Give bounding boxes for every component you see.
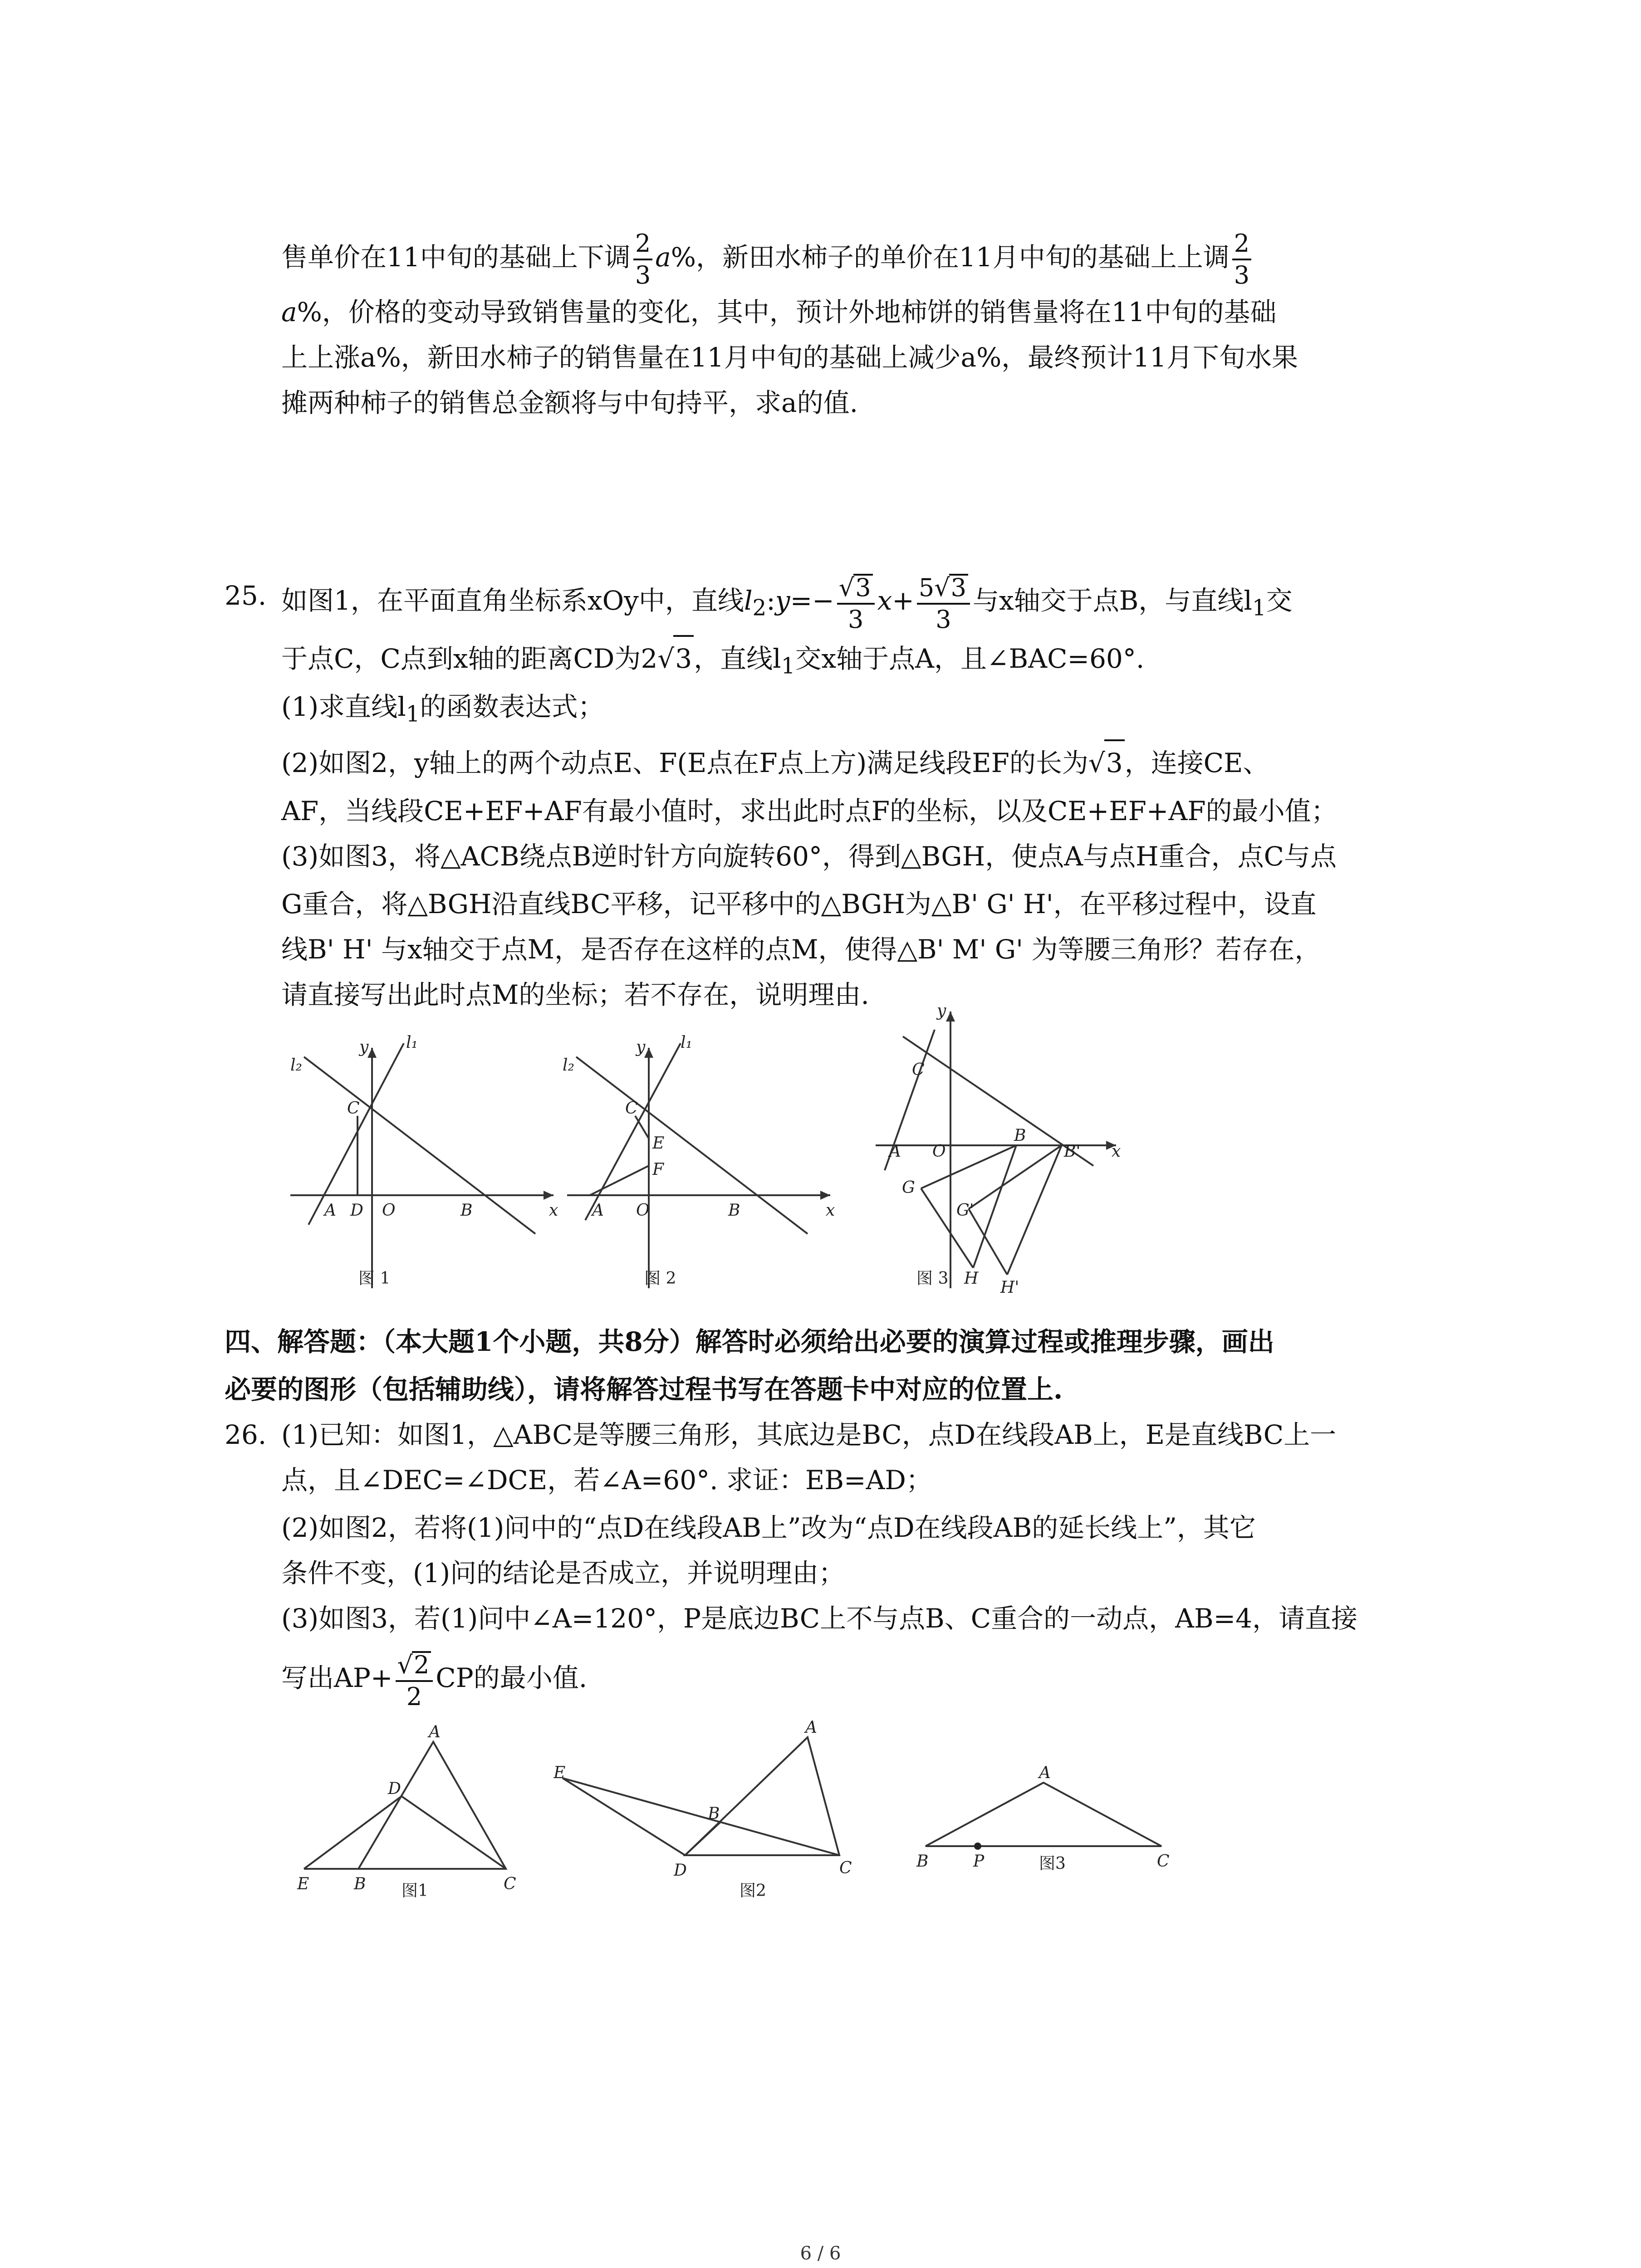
q25-figure-3: [871, 1002, 1125, 1311]
q25-part-3c: 线B' H' 与x轴交于点M，是否存在这样的点M，使得△B' M' G' 为等腰三角形？若存在，: [281, 934, 1321, 965]
q25-part-3d: 请直接写出此时点M的坐标；若不存在，说明理由.: [281, 979, 869, 1010]
label-l1: l₁: [681, 1033, 692, 1052]
q26-part-2b: 条件不变，(1)问的结论是否成立，并说明理由；: [281, 1558, 845, 1589]
q25-part-3a: (3)如图3，将△ACB绕点B逆时针方向旋转60°，得到△BGH，使点A与点H重合，点C与点: [281, 841, 1337, 872]
figure-caption: 图1: [402, 1882, 428, 1900]
page-number: 6 / 6: [800, 2243, 841, 2264]
q24-line-4: 摊两种柿子的销售总金额将与中旬持平，求a的值.: [281, 387, 858, 418]
q26-text: CP的最小值.: [436, 1662, 588, 1694]
section-4-heading-1: 四、解答题：（本大题1个小题，共8分）解答时必须给出必要的演算过程或推理步骤，画出: [225, 1326, 1274, 1357]
q26-part-2a: (2)如图2，若将(1)问中的“点D在线段AB上”改为“点D在线段AB的延长线上”，其它: [281, 1512, 1256, 1543]
q25-text: 的函数表达式；: [420, 691, 604, 722]
q25-text: 交: [1266, 585, 1293, 616]
label-x: x: [1112, 1142, 1121, 1161]
label-A: A: [592, 1201, 604, 1220]
label-y: y: [359, 1038, 369, 1056]
fraction-2-3: $\frac{2}{3}$: [633, 231, 652, 288]
label-E: E: [554, 1764, 566, 1782]
q25-number: 25.: [225, 580, 267, 611]
label-D: D: [388, 1779, 401, 1798]
label-E: E: [297, 1875, 309, 1893]
label-C: C: [912, 1061, 925, 1079]
q25-part-3b: G重合，将△BGH沿直线BC平移，记平移中的△BGH为△B' G' H'，在平移过程中，设直: [281, 889, 1317, 919]
fraction-sqrt3-over-3: $\frac{√3}{3}$: [837, 574, 875, 632]
q26-part-3a: (3)如图3，若(1)问中∠A=120°，P是底边BC上不与点B、C重合的一动点，AB=4，请直接: [281, 1603, 1358, 1634]
q24-line-3: 上上涨a%，新田水柿子的销售量在11月中旬的基础上减少a%，最终预计11月下旬水果: [281, 342, 1298, 373]
q24-text: 售单价在11中旬的基础上下调: [281, 242, 631, 273]
label-x: x: [549, 1201, 558, 1220]
label-y: y: [636, 1038, 646, 1056]
label-A: A: [805, 1718, 817, 1737]
label-B: B: [728, 1201, 740, 1220]
label-A: A: [324, 1201, 336, 1220]
label-H-prime: H': [1000, 1278, 1019, 1297]
q24-text: 新田水柿子的单价在11月中旬的基础上上调: [722, 242, 1230, 273]
label-O: O: [382, 1201, 396, 1220]
q25-text: 如图1，在平面直角坐标系xOy中，直线: [281, 585, 744, 616]
fraction-sqrt2-over-2: $\frac{√2}{2}$: [396, 1651, 433, 1709]
label-P: P: [973, 1852, 985, 1871]
fraction-5sqrt3-over-3: $\frac{5√3}{3}$: [917, 574, 970, 632]
label-C: C: [504, 1875, 516, 1893]
figure-caption: 图3: [1039, 1854, 1066, 1873]
q24-text: 价格的变动导致销售量的变化，其中，预计外地柿饼的销售量将在11中旬的基础: [348, 297, 1277, 327]
q26-part-1a: (1)已知：如图1，△ABC是等腰三角形，其底边是BC，点D在线段AB上，E是直线BC上一: [281, 1419, 1337, 1450]
q25-part-2a: (2)如图2，y轴上的两个动点E、F(E点在F点上方)满足线段EF的长为√3，连接CE、: [281, 739, 1450, 785]
q25-figure-1: [281, 1030, 563, 1306]
label-B: B: [916, 1852, 929, 1871]
q25-text: 与x轴交于点B，与直线l: [973, 585, 1252, 616]
figure-caption: 图2: [740, 1882, 766, 1900]
label-F: F: [652, 1160, 664, 1179]
fraction-2-3: $\frac{2}{3}$: [1232, 231, 1251, 288]
q26-figure-3: [907, 1746, 1189, 1896]
label-A: A: [429, 1723, 441, 1741]
q25-line-2: 于点C，C点到x轴的距离CD为2√3，直线$l_1$交x轴于点A，且∠BAC=60°.: [281, 635, 1450, 688]
figure-caption: 图 1: [358, 1269, 391, 1288]
label-y: y: [937, 1002, 946, 1020]
label-B: B: [460, 1201, 473, 1220]
label-A: A: [1039, 1764, 1051, 1782]
section-4-heading-2: 必要的图形（包括辅助线），请将解答过程书写在答题卡中对应的位置上.: [225, 1374, 1063, 1405]
label-O: O: [932, 1142, 946, 1161]
label-x: x: [826, 1201, 835, 1220]
q25-text: ，直线l: [694, 643, 781, 674]
point-P: [974, 1843, 981, 1850]
label-l2: l₂: [563, 1056, 574, 1075]
q25-text: (2)如图2，y轴上的两个动点E、F(E点在F点上方)满足线段EF的长为: [281, 748, 1088, 778]
figure-caption: 图 2: [644, 1269, 676, 1288]
q26-part-3b: [281, 1651, 1450, 1709]
label-B: B: [354, 1875, 366, 1893]
label-l2: l₂: [290, 1056, 302, 1075]
q25-line-1: 如图1，在平面直角坐标系xOy中，直线$l_2:y=-$ $\frac{√3}{3}$ x+ $\frac{5√3}{3}$ 与x轴交于点B，与直线$l_1$交: [281, 573, 1293, 634]
q26-number: 26.: [225, 1419, 267, 1450]
label-C: C: [839, 1859, 852, 1877]
label-B: B: [708, 1804, 720, 1823]
q25-text: ，连接CE、: [1124, 748, 1269, 778]
label-O: O: [636, 1201, 650, 1220]
q25-figure-2: [558, 1030, 839, 1306]
label-B-prime: B': [1064, 1142, 1081, 1161]
q26-figure-2: [554, 1710, 871, 1901]
q25-text: (1)求直线l: [281, 691, 406, 722]
label-A: A: [889, 1142, 901, 1161]
label-D: D: [674, 1861, 687, 1880]
label-G-prime: G': [956, 1201, 974, 1220]
figure-caption: 图 3: [916, 1269, 949, 1288]
q26-part-1b: 点，且∠DEC=∠DCE，若∠A=60°. 求证：EB=AD；: [281, 1465, 932, 1496]
q25-part-2b: AF，当线段CE+EF+AF有最小值时，求出此时点F的坐标，以及CE+EF+AF的最小值；: [281, 796, 1337, 826]
q25-text: 于点C，C点到x轴的距离CD为2: [281, 643, 658, 674]
label-H: H: [964, 1269, 979, 1288]
q25-text: 交x轴于点A，且∠BAC=60°.: [795, 643, 1145, 674]
q24-line-2: a%，价格的变动导致销售量的变化，其中，预计外地柿饼的销售量将在11中旬的基础: [281, 297, 1277, 327]
q26-figure-1: [286, 1719, 522, 1901]
label-G: G: [902, 1178, 915, 1197]
label-C: C: [1157, 1852, 1170, 1871]
q25-part-1: (1)求直线$l_1$的函数表达式；: [281, 691, 604, 727]
q26-text: 写出AP+: [281, 1662, 393, 1694]
q24-line-1: 售单价在11中旬的基础上下调 $\frac{2}{3}$ a%，新田水柿子的单价在11月中旬的基础上上调 $\frac{2}{3}$: [281, 231, 1450, 288]
label-C: C: [625, 1099, 638, 1118]
label-l1: l₁: [406, 1033, 418, 1052]
label-B: B: [1014, 1126, 1026, 1145]
label-C: C: [347, 1099, 360, 1118]
label-E: E: [652, 1134, 665, 1153]
label-D: D: [350, 1201, 363, 1220]
